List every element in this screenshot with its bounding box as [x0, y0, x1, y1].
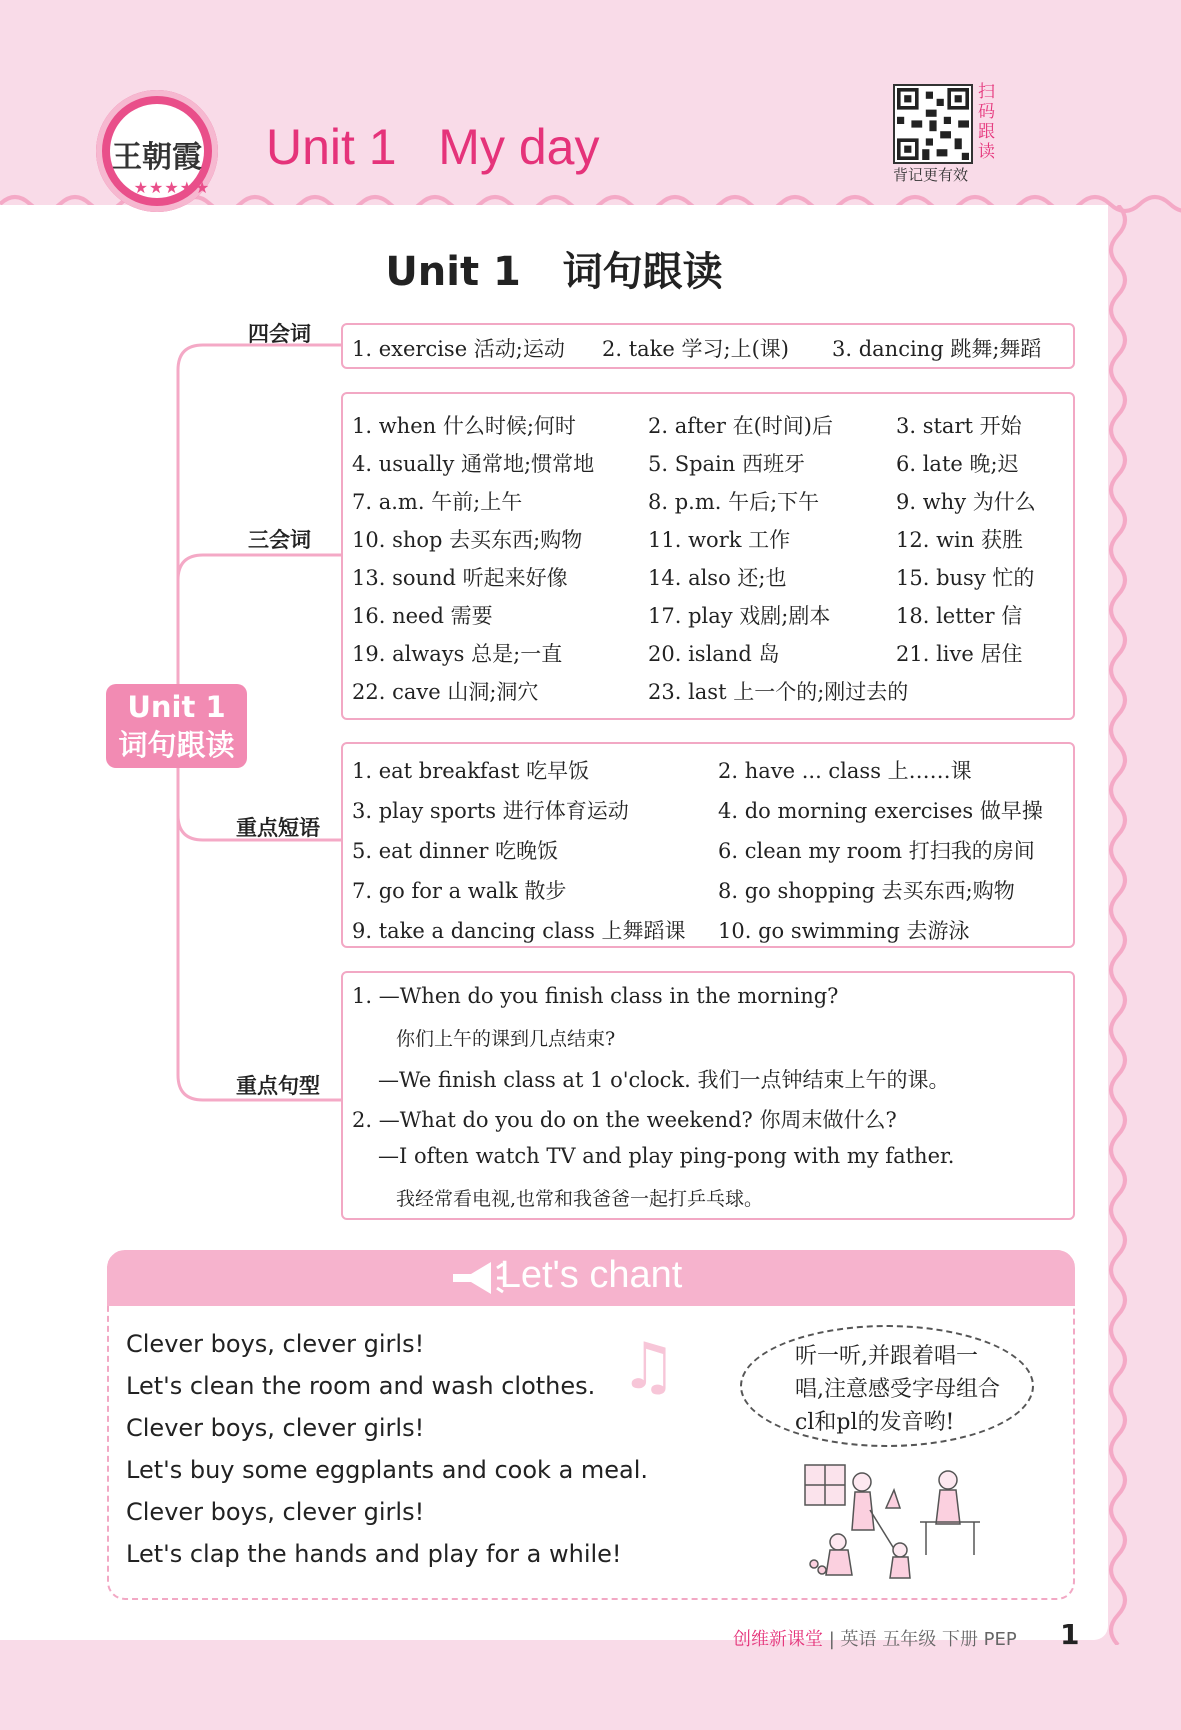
three-word-item: 5. Spain 西班牙: [648, 452, 805, 476]
star-icon: ★★★★★: [133, 178, 211, 197]
page-number: 1: [1060, 1618, 1080, 1651]
phrase-item: 3. play sports 进行体育运动: [352, 799, 629, 823]
four-word-item: 3. dancing 跳舞;舞蹈: [832, 337, 1042, 361]
phrase-item: 5. eat dinner 吃晚饭: [352, 839, 559, 863]
three-word-item: 11. work 工作: [648, 528, 791, 552]
three-word-item: 19. always 总是;一直: [352, 642, 563, 666]
music-note-icon: ♫: [620, 1330, 678, 1404]
three-word-item: 22. cave 山洞;洞穴: [352, 680, 539, 704]
chant-line: Clever boys, clever girls!: [126, 1498, 425, 1526]
three-word-item: 21. live 居住: [896, 642, 1023, 666]
phrase-item: 7. go for a walk 散步: [352, 879, 567, 903]
chant-line: Let's clap the hands and play for a while!: [126, 1540, 622, 1568]
three-word-item: 7. a.m. 午前;上午: [352, 490, 523, 514]
phrase-item: 2. have ... class 上……课: [718, 759, 972, 783]
phrase-item: 10. go swimming 去游泳: [718, 919, 970, 943]
three-word-item: 13. sound 听起来好像: [352, 566, 568, 590]
branch-label-three: 三会词: [248, 528, 311, 552]
branch-label-phrases: 重点短语: [236, 816, 320, 840]
three-word-item: 2. after 在(时间)后: [648, 414, 833, 438]
three-word-item: 10. shop 去买东西;购物: [352, 528, 583, 552]
phrase-item: 8. go shopping 去买东西;购物: [718, 879, 1015, 903]
four-word-item: 1. exercise 活动;运动: [352, 337, 565, 361]
center-node-line1: Unit 1: [127, 690, 226, 724]
chant-line: Let's buy some eggplants and cook a meal.: [126, 1456, 649, 1484]
three-word-item: 12. win 获胜: [896, 528, 1023, 552]
chant-title: Let's chant: [499, 1254, 683, 1296]
sentences-box: [341, 971, 1075, 1220]
three-word-item: 15. busy 忙的: [896, 566, 1035, 590]
three-word-item: 8. p.m. 午后;下午: [648, 490, 820, 514]
three-word-item: 18. letter 信: [896, 604, 1023, 628]
three-word-item: 1. when 什么时候;何时: [352, 414, 576, 438]
three-word-item: 3. start 开始: [896, 414, 1022, 438]
section-title: Unit 1 词句跟读: [385, 249, 723, 295]
footer-brand: 创维新课堂: [733, 1629, 823, 1650]
chant-header: [107, 1250, 1075, 1306]
family-chores-illustration: [800, 1460, 1000, 1585]
sentence-line: 2. —What do you do on the weekend? 你周末做什么?: [352, 1108, 897, 1132]
three-word-item: 9. why 为什么: [896, 490, 1036, 514]
speech-bubble-text: 听一听,并跟着唱一唱,注意感受字母组合cl和pl的发音哟!: [795, 1344, 1000, 1435]
three-words-box: [341, 392, 1075, 720]
sentence-line: 你们上午的课到几点结束?: [396, 1028, 616, 1050]
sentence-line: 我经常看电视,也常和我爸爸一起打乒乓球。: [396, 1188, 764, 1210]
branch-label-sentences: 重点句型: [236, 1074, 320, 1098]
logo-text: 王朝霞: [112, 140, 202, 175]
three-word-item: 6. late 晚;迟: [896, 452, 1019, 476]
phrase-item: 6. clean my room 打扫我的房间: [718, 839, 1035, 863]
unit-title: Unit 1 My day: [266, 119, 600, 175]
phrase-item: 9. take a dancing class 上舞蹈课: [352, 919, 686, 943]
qr-caption: 背记更有效: [893, 166, 969, 184]
three-word-item: 14. also 还;也: [648, 566, 787, 590]
three-word-item: 4. usually 通常地;惯常地: [352, 452, 595, 476]
chant-line: Let's clean the room and wash clothes.: [126, 1372, 596, 1400]
footer-course: | 英语 五年级 下册 PEP: [828, 1629, 1017, 1650]
branch-label-four: 四会词: [248, 322, 311, 346]
three-word-item: 20. island 岛: [648, 642, 780, 666]
qr-scan-label: 扫码跟读: [978, 82, 995, 162]
sentence-line: —We finish class at 1 o'clock. 我们一点钟结束上午的课。: [378, 1068, 950, 1092]
sentence-line: —I often watch TV and play ping-pong with my father.: [378, 1144, 955, 1168]
chant-line: Clever boys, clever girls!: [126, 1330, 425, 1358]
three-word-item: 16. need 需要: [352, 604, 493, 628]
phrase-item: 1. eat breakfast 吃早饭: [352, 759, 590, 783]
chant-line: Clever boys, clever girls!: [126, 1414, 425, 1442]
center-node-line2: 词句跟读: [118, 728, 235, 762]
three-word-item: 23. last 上一个的;刚过去的: [648, 680, 909, 704]
footer-info: [733, 1625, 1017, 1651]
center-node: [106, 684, 247, 768]
sentence-line: 1. —When do you finish class in the morning?: [352, 984, 839, 1008]
three-word-item: 17. play 戏剧;剧本: [648, 604, 831, 628]
four-word-item: 2. take 学习;上(课): [602, 337, 789, 361]
phrase-item: 4. do morning exercises 做早操: [718, 799, 1043, 823]
